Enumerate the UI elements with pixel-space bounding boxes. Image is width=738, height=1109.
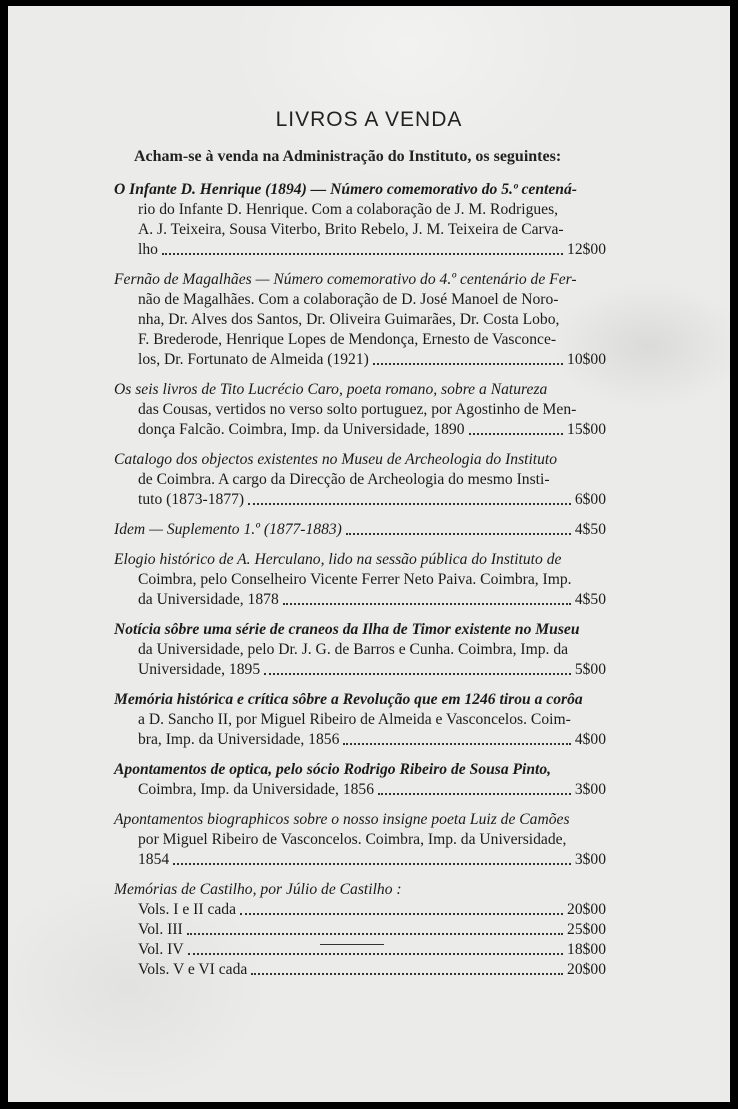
entry-line <box>114 470 606 490</box>
intro-text: Acham-se à venda na Administração do Instituto, os seguintes: <box>134 148 562 165</box>
book-entry <box>114 180 606 260</box>
entry-text: Coimbra, Imp. da Universidade, 1856 <box>138 781 375 798</box>
closing-rule <box>320 944 384 945</box>
entry-text: bra, Imp. da Universidade, 1856 <box>138 731 340 748</box>
leader-dots <box>240 913 563 915</box>
entry-text: de Coimbra. A cargo da Direcção de Archeologia do mesmo Insti- <box>138 471 550 488</box>
book-entry <box>114 550 606 610</box>
entry-price-line <box>114 350 606 370</box>
entry-line <box>114 380 606 400</box>
entry-text: Apontamentos biographicos sobre o nosso insigne poeta Luiz de Camões <box>114 811 570 828</box>
entry-price-line <box>114 590 606 610</box>
book-list <box>114 180 606 990</box>
price: 4$50 <box>574 591 606 608</box>
entry-text: Fernão de Magalhães — Número comemorativo do 4.º centenário de Fer- <box>114 271 577 288</box>
entry-price-line <box>114 780 606 800</box>
price: 18$00 <box>567 941 606 958</box>
entry-line <box>114 880 606 900</box>
document-page <box>8 6 730 1102</box>
price: 3$00 <box>574 851 606 868</box>
price: 5$00 <box>574 661 606 678</box>
volume-line <box>114 940 606 960</box>
entry-price-line <box>114 730 606 750</box>
entry-price-line <box>114 240 606 260</box>
volume-label: Vols. V e VI cada <box>138 961 248 978</box>
leader-dots <box>283 603 571 605</box>
leader-dots <box>187 933 563 935</box>
volume-label: Vol. III <box>138 921 183 938</box>
entry-text: donça Falcão. Coimbra, Imp. da Universidade, 1890 <box>138 421 465 438</box>
leader-dots <box>248 503 571 505</box>
entry-text: por Miguel Ribeiro de Vasconcelos. Coimbra, Imp. da Universidade, <box>138 831 567 848</box>
volume-label: Vols. I e II cada <box>138 901 237 918</box>
entry-text: Os seis livros de Tito Lucrécio Caro, poeta romano, sobre a Natureza <box>114 381 548 398</box>
volume-label: Vol. IV <box>138 941 184 958</box>
price: 4$00 <box>574 731 606 748</box>
leader-dots <box>264 673 571 675</box>
entry-text: Apontamentos de optica, pelo sócio Rodrigo Ribeiro de Sousa Pinto, <box>114 761 552 778</box>
book-entry <box>114 380 606 440</box>
leader-dots <box>373 363 563 365</box>
entry-line <box>114 290 606 310</box>
entry-price-line <box>114 420 606 440</box>
entry-text: los, Dr. Fortunato de Almeida (1921) <box>138 351 369 368</box>
book-entry <box>114 810 606 870</box>
entry-line <box>114 450 606 470</box>
entry-line <box>114 810 606 830</box>
entry-line <box>114 310 606 330</box>
entry-text: nha, Dr. Alves dos Santos, Dr. Oliveira Guimarães, Dr. Costa Lobo, <box>138 311 560 328</box>
entry-text: não de Magalhães. Com a colaboração de D. José Manoel de Noro- <box>138 291 559 308</box>
entry-line <box>114 270 606 290</box>
price: 4$50 <box>574 521 606 538</box>
entry-text: das Cousas, vertidos no verso solto portuguez, por Agostinho de Men- <box>138 401 577 418</box>
leader-dots <box>173 863 571 865</box>
entry-text: lho <box>138 241 158 258</box>
leader-dots <box>346 533 571 535</box>
entry-line <box>114 830 606 850</box>
price: 15$00 <box>567 421 606 438</box>
entry-line <box>114 220 606 240</box>
entry-text: a D. Sancho II, por Miguel Ribeiro de Almeida e Vasconcelos. Coim- <box>138 711 571 728</box>
price: 3$00 <box>574 781 606 798</box>
page-title: LIVROS A VENDA <box>275 108 463 131</box>
entry-price-line <box>114 520 606 540</box>
entry-line <box>114 760 606 780</box>
book-entry <box>114 760 606 800</box>
leader-dots <box>343 743 570 745</box>
entry-text: da Universidade, pelo Dr. J. G. de Barros e Cunha. Coimbra, Imp. da <box>138 641 569 658</box>
entry-line <box>114 550 606 570</box>
entry-line <box>114 570 606 590</box>
price: 20$00 <box>567 961 606 978</box>
entry-text: Notícia sôbre uma série de craneos da Ilha de Timor existente no Museu <box>114 621 580 638</box>
price: 12$00 <box>567 241 606 258</box>
entry-line <box>114 200 606 220</box>
entry-line <box>114 180 606 200</box>
entry-line <box>114 710 606 730</box>
book-entry <box>114 270 606 370</box>
leader-dots <box>251 973 563 975</box>
entry-price-line <box>114 850 606 870</box>
entry-text: Memória histórica e crítica sôbre a Revolução que em 1246 tirou a corôa <box>114 691 583 708</box>
leader-dots <box>378 793 571 795</box>
entry-price-line <box>114 490 606 510</box>
price: 20$00 <box>567 901 606 918</box>
leader-dots <box>188 953 563 955</box>
entry-text: 1854 <box>138 851 170 868</box>
book-entry <box>114 620 606 680</box>
entry-text: rio do Infante D. Henrique. Com a colaboração de J. M. Rodrigues, <box>138 201 559 218</box>
castilho-entry <box>114 880 606 980</box>
entry-text: tuto (1873-1877) <box>138 491 245 508</box>
entry-text: O Infante D. Henrique (1894) — Número comemorativo do 5.º centená- <box>114 181 577 198</box>
castilho-heading: Memórias de Castilho, por Júlio de Castilho : <box>114 881 402 898</box>
entry-line <box>114 400 606 420</box>
entry-line <box>114 620 606 640</box>
book-entry <box>114 690 606 750</box>
entry-text: da Universidade, 1878 <box>138 591 279 608</box>
volume-line <box>114 960 606 980</box>
book-entry <box>114 520 606 540</box>
leader-dots <box>469 433 563 435</box>
volume-line <box>114 920 606 940</box>
book-entry <box>114 450 606 510</box>
price: 25$00 <box>567 921 606 938</box>
entry-text: Idem — Suplemento 1.º (1877-1883) <box>114 521 342 538</box>
volume-line <box>114 900 606 920</box>
entry-text: Universidade, 1895 <box>138 661 261 678</box>
entry-text: Catalogo dos objectos existentes no Museu de Archeologia do Instituto <box>114 451 558 468</box>
entry-text: F. Brederode, Henrique Lopes de Mendonça, Ernesto de Vasconce- <box>138 331 557 348</box>
entry-line <box>114 640 606 660</box>
entry-line <box>114 690 606 710</box>
price: 6$00 <box>574 491 606 508</box>
price: 10$00 <box>567 351 606 368</box>
entry-line <box>114 330 606 350</box>
entry-text: A. J. Teixeira, Sousa Viterbo, Brito Rebelo, J. M. Teixeira de Carva- <box>138 221 564 238</box>
entry-price-line <box>114 660 606 680</box>
entry-text: Elogio histórico de A. Herculano, lido na sessão pública do Instituto de <box>114 551 562 568</box>
leader-dots <box>162 253 563 255</box>
entry-text: Coimbra, pelo Conselheiro Vicente Ferrer Neto Paiva. Coimbra, Imp. <box>138 571 572 588</box>
